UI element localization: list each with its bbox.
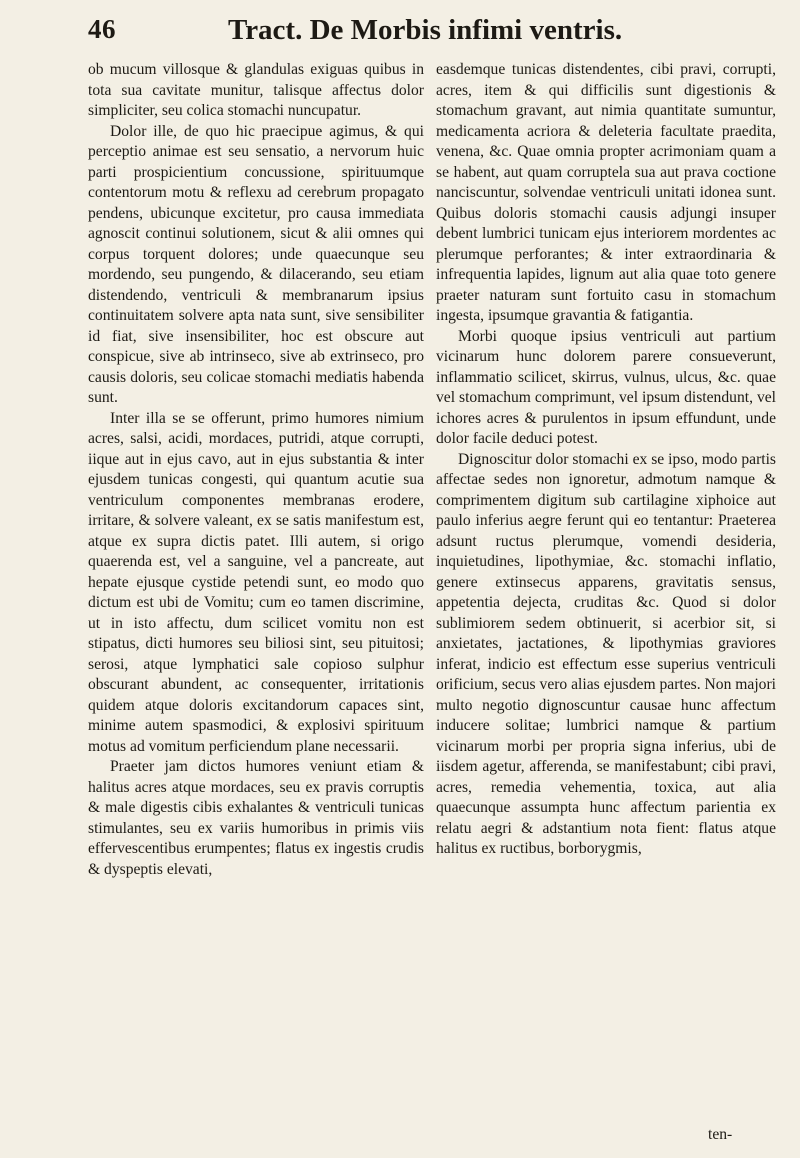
paragraph: Praeter jam dictos humores veniunt etiam & halitus acres atque mordaces, seu ex pravis corruptis & male digestis cibis exhalantes & ventriculi tunicas stimulantes, seu ex variis humoribus in primis viis effervescentibus erumpentes; flatus ex ingestis crudis & dyspeptis elevati,	[88, 758, 424, 878]
catchword: ten-	[708, 1126, 733, 1143]
paragraph: Dignoscitur dolor stomachi ex se ipso, modo partis affectae sedes non ignoretur, admotum namque & comprimentem digitum sub cartilagine xiphoice aut paulo inferius aegre ferunt qui eo tentantur: Praeterea adsunt ructus plerumque, vomendi desideria, inquietudines, lipothymiae, &c. stomachi inflatio, genere extinsecus apparens, gravitatis sensus, appetentia dejecta, cruditas &c. Quod si dolor sublimiorem sedem obtinuerit, si acerbior sit, si anxietates, jactationes, & lipothymias graviores inferat, indicio est effectum esse superius ventriculi orificium, secus vero alias ejusdem partes. Non majori multo negotio dignoscuntur causae hunc affectum inducere solitae; lumbrici namque & partium vicinarum morbi per propria signa inferius, ubi de iisdem agetur, afferenda, se manifestabunt; cibi pravi, acres, remedia vehementia, toxica, aut alia quaecunque assumpta hunc affectum parientia ex relatu aegri & adstantium nota fient: flatus atque halitus ex ructibus, borborygmis,	[436, 450, 776, 857]
paragraph: Morbi quoque ipsius ventriculi aut partium vicinarum hunc dolorem parere consueverunt, inflammatio scilicet, skirrus, vulnus, ulcus, &c. quae vel stomachum comprimunt, vel ipsum distendunt, vel ichores acres & purulentos in ipsum effundunt, unde dolor facile deduci potest.	[436, 327, 776, 447]
paragraph: Dolor ille, de quo hic praecipue agimus, & qui perceptio animae est seu sensatio, a nervorum huic parti prospicientium concussione, spirituumque contentorum motu & reflexu ad cerebrum propagato pendens, ubicunque excitetur, pro causa immediata agnoscit continui solutionem, sicut & alii omnes qui corpus torquent dolores; unde quaecunque seu mordendo, seu pungendo, & dilacerando, seu etiam distendendo, ventriculi & membranarum ipsius continuitatem solvere apta nata sunt, sive sensibiliter id fiat, sive insensibiliter, hoc est obscure aut conspicue, sive ab intrinseco, sive ab extrinseco, pro causis doloris, seu colicae stomachi mediatis habenda sunt.	[88, 122, 424, 406]
right-column	[436, 60, 776, 860]
running-title: Tract. De Morbis infimi ventris.	[228, 14, 623, 46]
left-column	[88, 60, 424, 880]
paragraph: Inter illa se se offerunt, primo humores nimium acres, salsi, acidi, mordaces, putridi, atque corrupti, iique aut in ejus cavo, aut in ejus substantia & inter ejusdem tunicas congesti, qui quantum acutie sua ventriculum componentes membranas erodere, irritare, & solvere valeant, ex se satis manifestum est, atque ex supra dictis patet. Illi autem, si origo quaerenda est, vel a sanguine, vel a pancreate, aut hepate ejusque cystide petendi sunt, eo modo quo dictum est ubi de Vomitu; cum eo tamen discrimine, ut in isto affectu, dum scilicet vomitu non est stipatus, dicti humores seu biliosi sint, seu pituitosi; serosi, atque lymphatici sale copioso sulphur obscurant abundent, ac consequenter, irritationis quidem atque doloris excitandorum capaces sint, minime autem spasmodici, & explosivi spirituum motus ad vomitum perficiendum plane necessarii.	[88, 409, 424, 755]
paragraph: easdemque tunicas distendentes, cibi pravi, corrupti, acres, item & qui difficilis sunt digestionis & stomachum gravant, aut nimia quantitate sumuntur, medicamenta acriora & deleteria facultate praedita, venena, &c. Quae omnia propter acrimoniam quam a se habent, aut quam corruptela sua aut prava coctione nanciscuntur, solvendae ventriculi unitati idonea sunt. Quibus doloris stomachi causis adjungi insuper debent lumbrici tunicam ejus interiorem mordentes ac plerumque perforantes; & inter extraordinaria & infrequentia lapides, lignum aut alia quae toto genere praeter naturam sunt fortuito casu in stomachum ingesta, ipsumque gravantia & fatigantia.	[436, 61, 776, 324]
page-header	[0, 14, 800, 54]
page-number: 46	[88, 14, 116, 44]
paragraph: ob mucum villosque & glandulas exiguas quibus in tota sua cavitate munitur, talisque affectus dolor simpliciter, seu colica stomachi nuncupatur.	[88, 61, 424, 119]
